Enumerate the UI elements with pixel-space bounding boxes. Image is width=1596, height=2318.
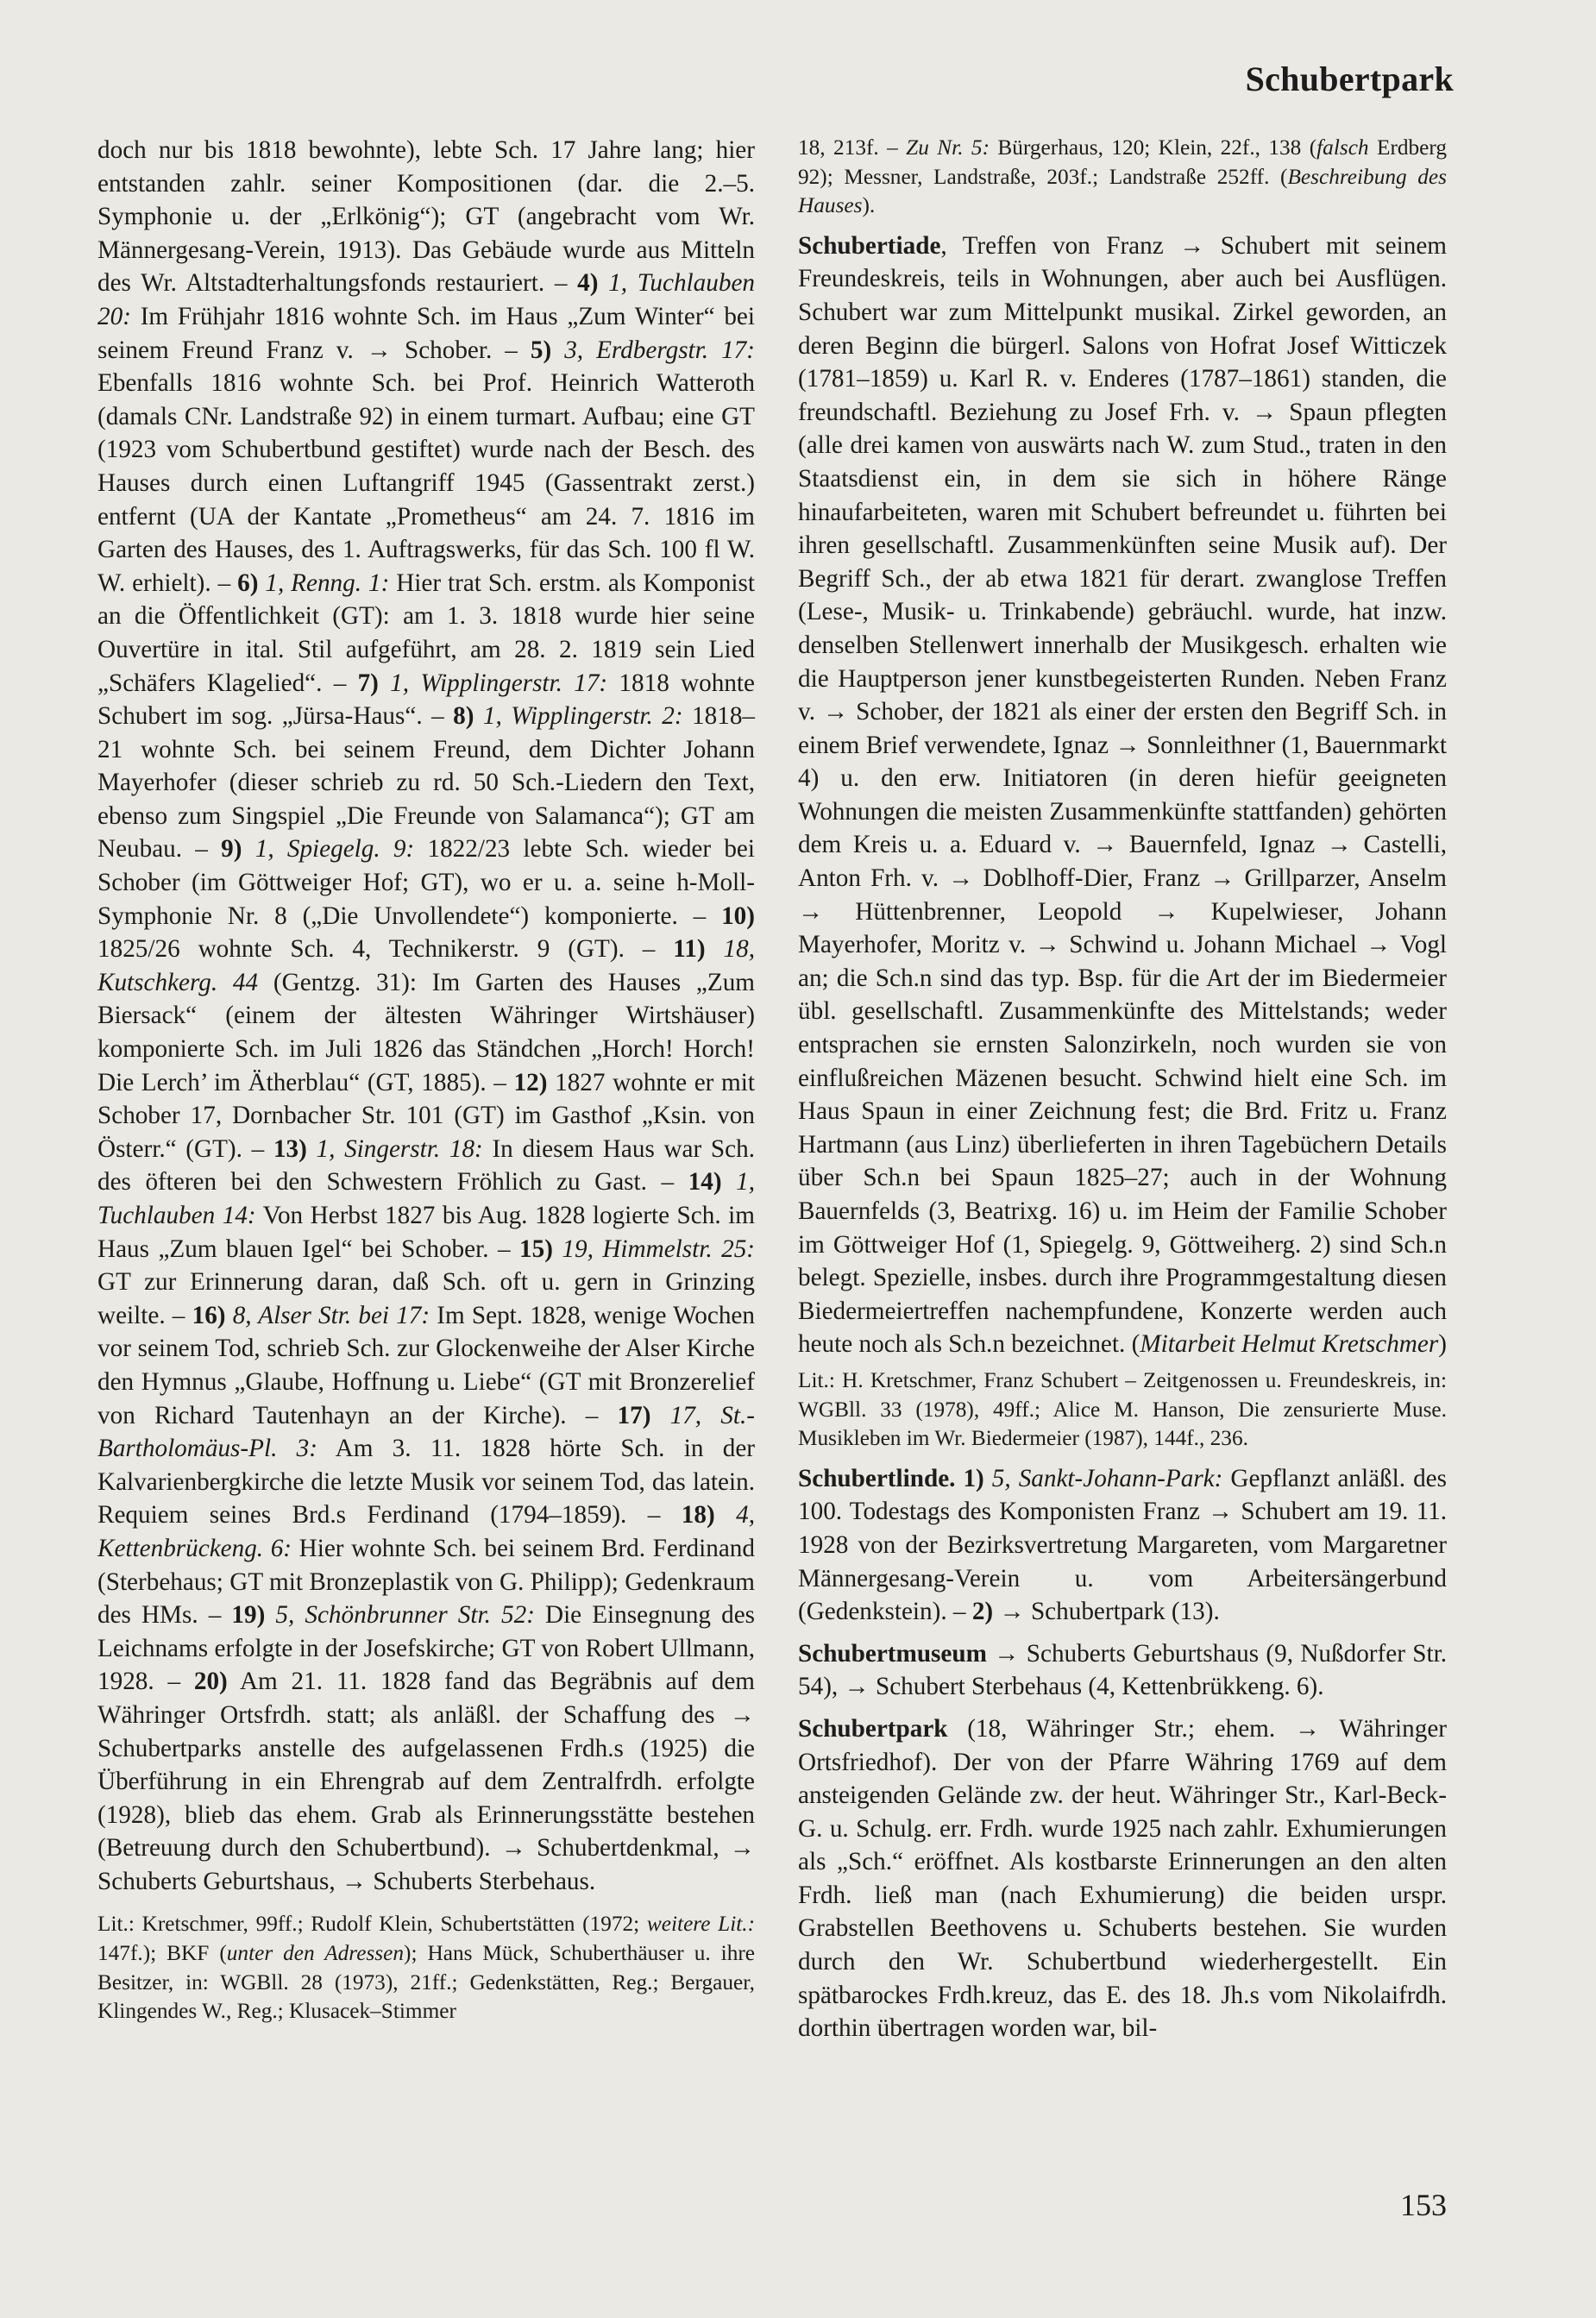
entry-schubertpark: Schubertpark (18, Währinger Str.; ehem. → Währinger Ortsfriedhof). Der von der Pfarre Währing 1769 auf dem ansteigenden Gelände zw. der heut. Währinger Str., Karl-Beck-G. u. Schulg. err. Frdh. wurde 1925 nach zahlr. Exhumierungen als „Sch.“ eröffnet. Als kostbarste Erinnerungen an den alten Frdh. ließ man (nach Exhumierung) die beiden urspr. Grabstellen Beethovens u. Schuberts bestehen. Sie wurden durch den Wr. Schubertbund wiederhergestellt. Ein spätbarockes Frdh.kreuz, das E. des 18. Jh.s vom Nikolaifrdh. dorthin übertragen worden war, bil- (798, 1714, 1447, 2043)
running-title: Schubertpark (1245, 60, 1454, 98)
page-number: 153 (1400, 2188, 1447, 2222)
addresses-paragraph: doch nur bis 1818 bewohnte), lebte Sch. 17 Jahre lang; hier entstanden zahlr. seiner Kompositionen (dar. die 2.–5. Symphonie u. der „Erlkönig“); GT (angebracht vom Wr. Männergesang-Verein, 1913). Das Gebäude wurde aus Mitteln des Wr. Altstadterhaltungsfonds restauriert. – 4) 1, Tuchlauben 20: Im Frühjahr 1816 wohnte Sch. im Haus „Zum Winter“ bei seinem Freund Franz v. → Schober. – 5) 3, Erdbergstr. 17: Ebenfalls 1816 wohnte Sch. bei Prof. Heinrich Watteroth (damals CNr. Landstraße 92) in einem turmart. Aufbau; eine GT (1923 vom Schubertbund gestiftet) wurde nach der Besch. des Hauses durch einen Luftangriff 1945 (Gassentrakt zerst.) entfernt (UA der Kantate „Prometheus“ am 24. 7. 1816 im Garten des Hauses, des 1. Auftragswerks, für das Sch. 100 fl W. W. erhielt). – 6) 1, Renng. 1: Hier trat Sch. erstm. als Komponist an die Öffentlichkeit (GT): am 1. 3. 1818 wurde hier seine Ouvertüre in ital. Stil aufgeführt, am 28. 2. 1819 sein Lied „Schäfers Klagelied“. – 7) 1, Wipplingerstr. 17: 1818 wohnte Schubert im sog. „Jürsa-Haus“. – 8) 1, Wipplingerstr. 2: 1818–21 wohnte Sch. bei seinem Freund, dem Dichter Johann Mayerhofer (dieser schrieb zu rd. 50 Sch.-Liedern den Text, ebenso zum Singspiel „Die Freunde von Salamanca“); GT am Neubau. – 9) 1, Spiegelg. 9: 1822/23 lebte Sch. wieder bei Schober (im Göttweiger Hof; GT), wo er u. a. seine h-Moll-Symphonie Nr. 8 („Die Unvollendete“) komponierte. – 10) 1825/26 wohnte Sch. 4, Technikerstr. 9 (GT). – 11) 18, Kutschkerg. 44 (Gentzg. 31): Im Garten des Hauses „Zum Biersack“ (einem der ältesten Währinger Wirtshäuser) komponierte Sch. im Juli 1826 das Ständchen „Horch! Horch! Die Lerch’ im Ätherblau“ (GT, 1885). – 12) 1827 wohnte er mit Schober 17, Dornbacher Str. 101 (GT) im Gasthof „Ksin. von Österr.“ (GT). – 13) 1, Singerstr. 18: In diesem Haus war Sch. des öfteren bei den Schwestern Fröhlich zu Gast. – 14) 1, Tuchlauben 14: Von Herbst 1827 bis Aug. 1828 logierte Sch. im Haus „Zum blauen Igel“ bei Schober. – 15) 19, Himmelstr. 25: GT zur Erinnerung daran, daß Sch. oft u. gern in Grinzing weilte. – 16) 8, Alser Str. bei 17: Im Sept. 1828, wenige Wochen vor seinem Tod, schrieb Sch. zur Glockenweihe der Alser Kirche den Hymnus „Glaube, Hoffnung u. Liebe“ (GT mit Bronzerelief von Richard Tautenhayn an der Kirche). – 17) 17, St.-Bartholomäus-Pl. 3: Am 3. 11. 1828 hörte Sch. in der Kalvarienbergkirche die letzte Musik vor seinem Tod, das latein. Requiem seines Brd.s Ferdinand (1794–1859). – 18) 4, Kettenbrückeng. 6: Hier wohnte Sch. bei seinem Brd. Ferdinand (Sterbehaus; GT mit Bronzeplastik von G. Philipp); Gedenkraum des HMs. – 19) 5, Schönbrunner Str. 52: Die Einsegnung des Leichnams erfolgte in der Josefskirche; GT von Robert Ullmann, 1928. – 20) Am 21. 11. 1828 fand das Begräbnis auf dem Währinger Ortsfrdh. statt; als anläßl. der Schaffung des → Schubertparks anstelle des aufgelassenen Frdh.s (1925) die Überführung in ein Ehrengrab auf dem Zentralfrdh. erfolgte (1928), blieb das ehem. Grab als Erinnerungsstätte bestehen (Betreuung durch den Schubertbund). → Schubertdenkmal, → Schuberts Geburtshaus, → Schuberts Sterbehaus. (97, 136, 756, 1895)
entry-headword: Schubertiade (798, 231, 941, 260)
entry-headword: Schubertpark (798, 1714, 948, 1743)
literature-note: Lit.: Kretschmer, 99ff.; Rudolf Klein, Schubertstätten (1972; weitere Lit.: 147f.); BKF (unter den Adressen); Hans Mück, Schuberthäuser u. ihre Besitzer, in: WGBll. 28 (1973), 21ff.; Gedenkstätten, Reg.; Bergauer, Klingendes W., Reg.; Klusacek–Stimmer (97, 1912, 755, 2024)
entry-schubertiade: Schubertiade, Treffen von Franz → Schubert mit seinem Freundeskreis, teils in Wohnungen, aber auch bei Ausflügen. Schubert war zum Mittelpunkt musikal. Zirkel geworden, an deren Beginn die bürgerl. Salons von Hofrat Josef Witticzek (1781–1859) u. Karl R. v. Enderes (1787–1861) standen, die freundschaftl. Beziehung zu Josef Frh. v. → Spaun pflegten (alle drei kamen von auswärts nach W. zum Stud., traten in den Staatsdienst ein, in dem sie sich in höhere Ränge hinaufarbeiteten, waren mit Schubert befreundet u. führten bei ihren gesellschaftl. Zusammenkünften seine Musik auf). Der Begriff Sch., der ab etwa 1821 für derart. zwanglose Treffen (Lese-, Musik- u. Trinkabende) gebräuchl. wurde, hat inzw. denselben Stellenwert innerhalb der Musikgesch. erhalten wie die Hauptperson jener kunstbegeisterten Runden. Neben Franz v. → Schober, der 1821 als einer der ersten den Begriff Sch. in einem Brief verwendete, Ignaz → Sonnleithner (1, Bauernmarkt 4) u. den erw. Initiatoren (in deren hiefür geeigneten Wohnungen die meisten Zusammenkünfte stattfanden) gehörten dem Kreis u. a. Eduard v. → Bauernfeld, Ignaz → Castelli, Anton Frh. v. → Doblhoff-Dier, Franz → Grillparzer, Anselm → Hüttenbrenner, Leopold → Kupelwieser, Johann Mayerhofer, Moritz v. → Schwind u. Johann Michael → Vogl an; die Sch.n sind das typ. Bsp. für die Art der im Biedermeier übl. gesellschaftl. Zusammenkünfte des Mittelstands; weder entsprachen sie ernsten Salonzirkeln, noch wurden sie von einflußreichen Mäzenen besucht. Schwind hielt eine Sch. im Haus Spaun in einer Zeichnung fest; die Brd. Fritz u. Franz Hartmann (aus Linz) überlieferten in ihren Tagebüchern Details über Sch.n bei Spaun 1825–27; auch in der Wohnung Bauernfelds (3, Beatrixg. 16) u. im Heim der Familie Schober im Göttweiger Hof (1, Spiegelg. 9, Göttweiherg. 2) sind Sch.n belegt. Spezielle, insbes. durch ihre Programmgestaltung diesen Biedermeiertreffen nachempfundene, Konzerte werden auch heute noch als Sch.n bezeichnet. (Mitarbeit Helmut Kretschmer) (798, 231, 1447, 1359)
left-column (97, 134, 755, 2026)
literature-note: Lit.: H. Kretschmer, Franz Schubert – Zeitgenossen u. Freundeskreis, in: WGBll. 33 (1978), 49ff.; Alice M. Hanson, Die zensurierte Muse. Musikleben im Wr. Biedermeier (1987), 144f., 236. (798, 1367, 1447, 1451)
entry-headword: Schubertmuseum (798, 1639, 987, 1668)
right-column (798, 134, 1447, 2045)
entry-schubertmuseum: Schubertmuseum → Schuberts Geburtshaus (9, Nußdorfer Str. 54), → Schubert Sterbehaus (4, Kettenbrükkeng. 6). (798, 1639, 1447, 1701)
literature-continuation: 18, 213f. – Zu Nr. 5: Bürgerhaus, 120; Klein, 22f., 138 (falsch Erdberg 92); Messner, Landstraße, 203f.; Landstraße 252ff. (Beschreibung des Hauses). (798, 135, 1448, 218)
entry-headword: Schubertlinde. (798, 1464, 956, 1492)
entry-schubertlinde: Schubertlinde. 1) 5, Sankt-Johann-Park: Gepflanzt anläßl. des 100. Todestags des Komponisten Franz → Schubert am 19. 11. 1928 von der Bezirksvertretung Margareten, vom Margaretner Männergesang-Verein u. vom Arbeitersängerbund (Gedenkstein). – 2) → Schubertpark (13). (798, 1464, 1447, 1626)
